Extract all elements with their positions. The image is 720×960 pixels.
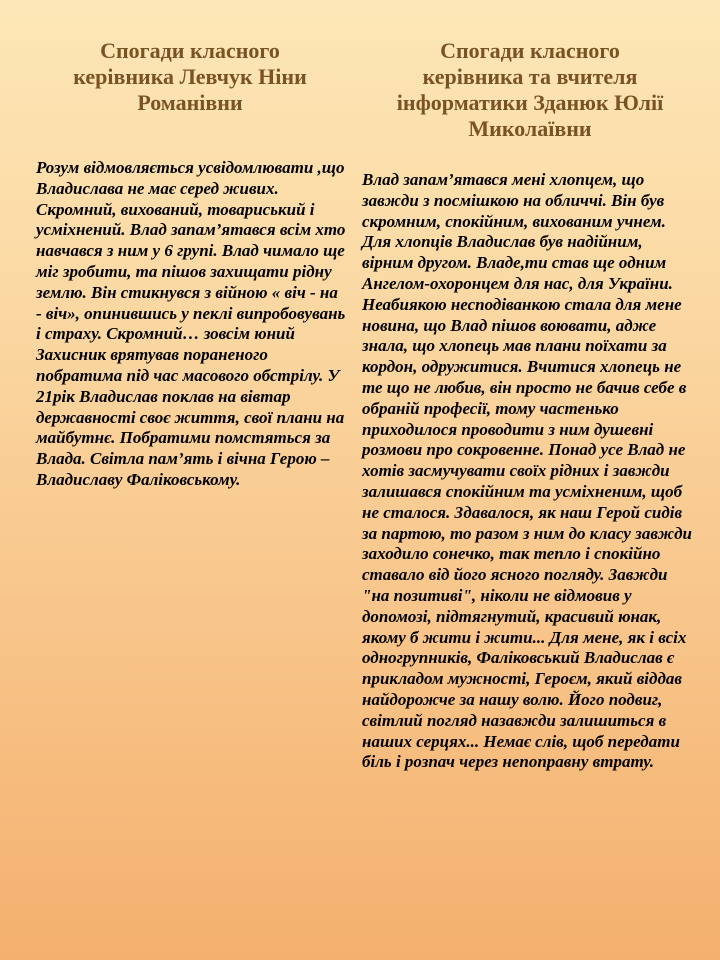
left-column-heading: Спогади класного керівника Левчук Ніни Романівни — [73, 38, 307, 115]
right-column-text: Влад запам’ятався мені хлопцем, що завжди з посмішкою на обличчі. Він був скромним, спокійним, вихованим учнем. Для хлопців Владислав був надійним, вірним другом. Владе,ти став ще одним Ангелом-охоронцем для нас, для України. Неабиякою несподіванкою стала для мене новина, що Влад пішов воювати, адже знала, що хлопець мав плани поїхати за кордон, одружитися. Вчитися хлопець не те що не любив, він просто не бачив себе в обраній професії, тому частенько приходилося проводити з ним душевні розмови про сокровенне. Понад усе Влад не хотів засмучувати своїх рідних і завжди залишався спокійним та усміхненим, щоб не сталося. Здавалося, як наш Герой сидів за партою, то разом з ним до класу завжди заходило сонечко, так тепло і спокійно ставало від його ясного погляду. Завжди "на позитиві", ніколи не відмовив у допомозі, підтягнутий, красивий юнак, якому б жити і жити... Для мене, як і всіх одногрупників, Фаліковський Владислав є прикладом мужності, Героєм, який віддав найдорожче за нашу волю. Його подвиг, світлий погляд назавжди залишиться в наших серцях... Немає слів, щоб передати біль і розпач через непоправну втрату. — [362, 170, 692, 772]
right-column-heading: Спогади класного керівника та вчителя інформатики Зданюк Юлії Миколаївни — [396, 38, 664, 141]
left-column-text: Розум відмовляється усвідомлювати ,що Владислава не має серед живих. Скромний, вихований, товариський і усміхнений. Влад запам’ятався всім хто навчався з ним у 6 групі. Влад чимало ще міг зробити, та пішов захищати рідну землю. Він стикнувся з війною « віч - на - віч», опинившись у пеклі випробовувань і страху. Скромний… зовсім юний Захисник врятував пораненого побратима під час масового обстрілу. У 21рік Владислав поклав на вівтар державності своє життя, свої плани на майбутнє. Побратими помстяться за Влада. Світла пам’ять і вічна Герою – Владиславу Фаліковському. — [36, 158, 346, 489]
